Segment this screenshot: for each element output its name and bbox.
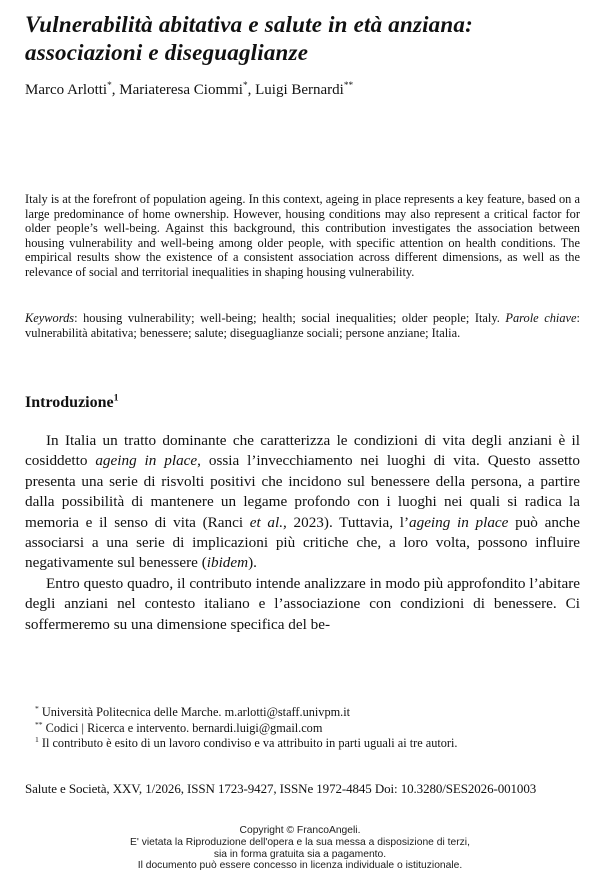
footnote-affiliation-2: ** Codici | Ricerca e intervento. bernardi.luigi@gmail.com: [35, 719, 323, 735]
keywords-block: [25, 311, 580, 340]
authors-line: Marco Arlotti*, Mariateresa Ciommi*, Luigi Bernardi**: [25, 81, 354, 98]
paper-title-line-1: Vulnerabilità abitativa e salute in età anziana:: [25, 12, 473, 37]
intro-paragraph-2: Entro questo quadro, il contributo intende analizzare in modo più approfondito l’abitare degli anziani nel contesto italiano e l’associazione con condizioni di benessere. Ci soffermeremo su una dimensione specifica del be-: [25, 574, 580, 633]
keywords-english: Keywords: housing vulnerability; well-being; health; social inequalities; older people; Italy.: [25, 311, 506, 325]
abstract-text: Italy is at the forefront of population ageing. In this context, ageing in place represents a key feature, based on a large predominance of home ownership. However, housing conditions may also represent a critical factor for older people’s well-being. Against this background, this contribution investigates the association between housing vulnerability and well-being among older people, with specific attention on health conditions. The empirical results show the existence of a consistent association across different dimensions, as well as the relevance of social and territorial inequalities in shaping housing vulnerability.: [25, 192, 580, 279]
journal-citation-line: Salute e Società, XXV, 1/2026, ISSN 1723-9427, ISSNe 1972-4845 Doi: 10.3280/SES2026-001003: [25, 781, 537, 796]
copyright-line-2: E' vietata la Riproduzione dell'opera e la sua messa a disposizione di terzi,: [130, 836, 470, 848]
paper-title: [25, 11, 585, 67]
copyright-line-3: sia in forma gratuita sia a pagamento.: [213, 848, 387, 860]
footnote-authorship: $^1$ Il contributo è esito di un lavoro condiviso e va attribuito in parti uguali ai tre autori.: [35, 735, 458, 751]
copyright-block: [0, 825, 600, 872]
keywords-italian: Parole chiave: vulnerabilità abitativa; benessere; salute; diseguaglianze sociali; persone anziane; Italia.: [25, 311, 580, 340]
copyright-line-1: Copyright © FrancoAngeli.: [239, 825, 361, 836]
footnotes-block: [25, 705, 580, 752]
footnote-affiliation-1: * Università Politecnica delle Marche. m.arlotti@staff.univpm.it: [35, 703, 351, 719]
introduction-body: [25, 431, 580, 635]
section-heading-introduzione: Introduzione$^1$: [25, 392, 119, 411]
paper-title-line-2: associazioni e diseguaglianze: [25, 40, 309, 65]
copyright-line-4: Il documento può essere concesso in licenza individuale o istituzionale.: [137, 860, 463, 872]
intro-paragraph-1: In Italia un tratto dominante che caratterizza le condizioni di vita degli anziani è il cosiddetto ageing in place, ossia l’invecchiamento nei luoghi di vita. Questo assetto presenta una serie di risvolti positivi che incidono sul benessere della persona, a partire dalla possibilità di mantenere un legame profondo con i luoghi nei quali si radica la memoria e il senso di vita (Ranci et al., 2023). Tuttavia, l’ageing in place può anche associarsi a una serie di implicazioni più critiche che, a loro volta, possono influire negativamente sul benessere (ibidem).: [25, 432, 580, 572]
